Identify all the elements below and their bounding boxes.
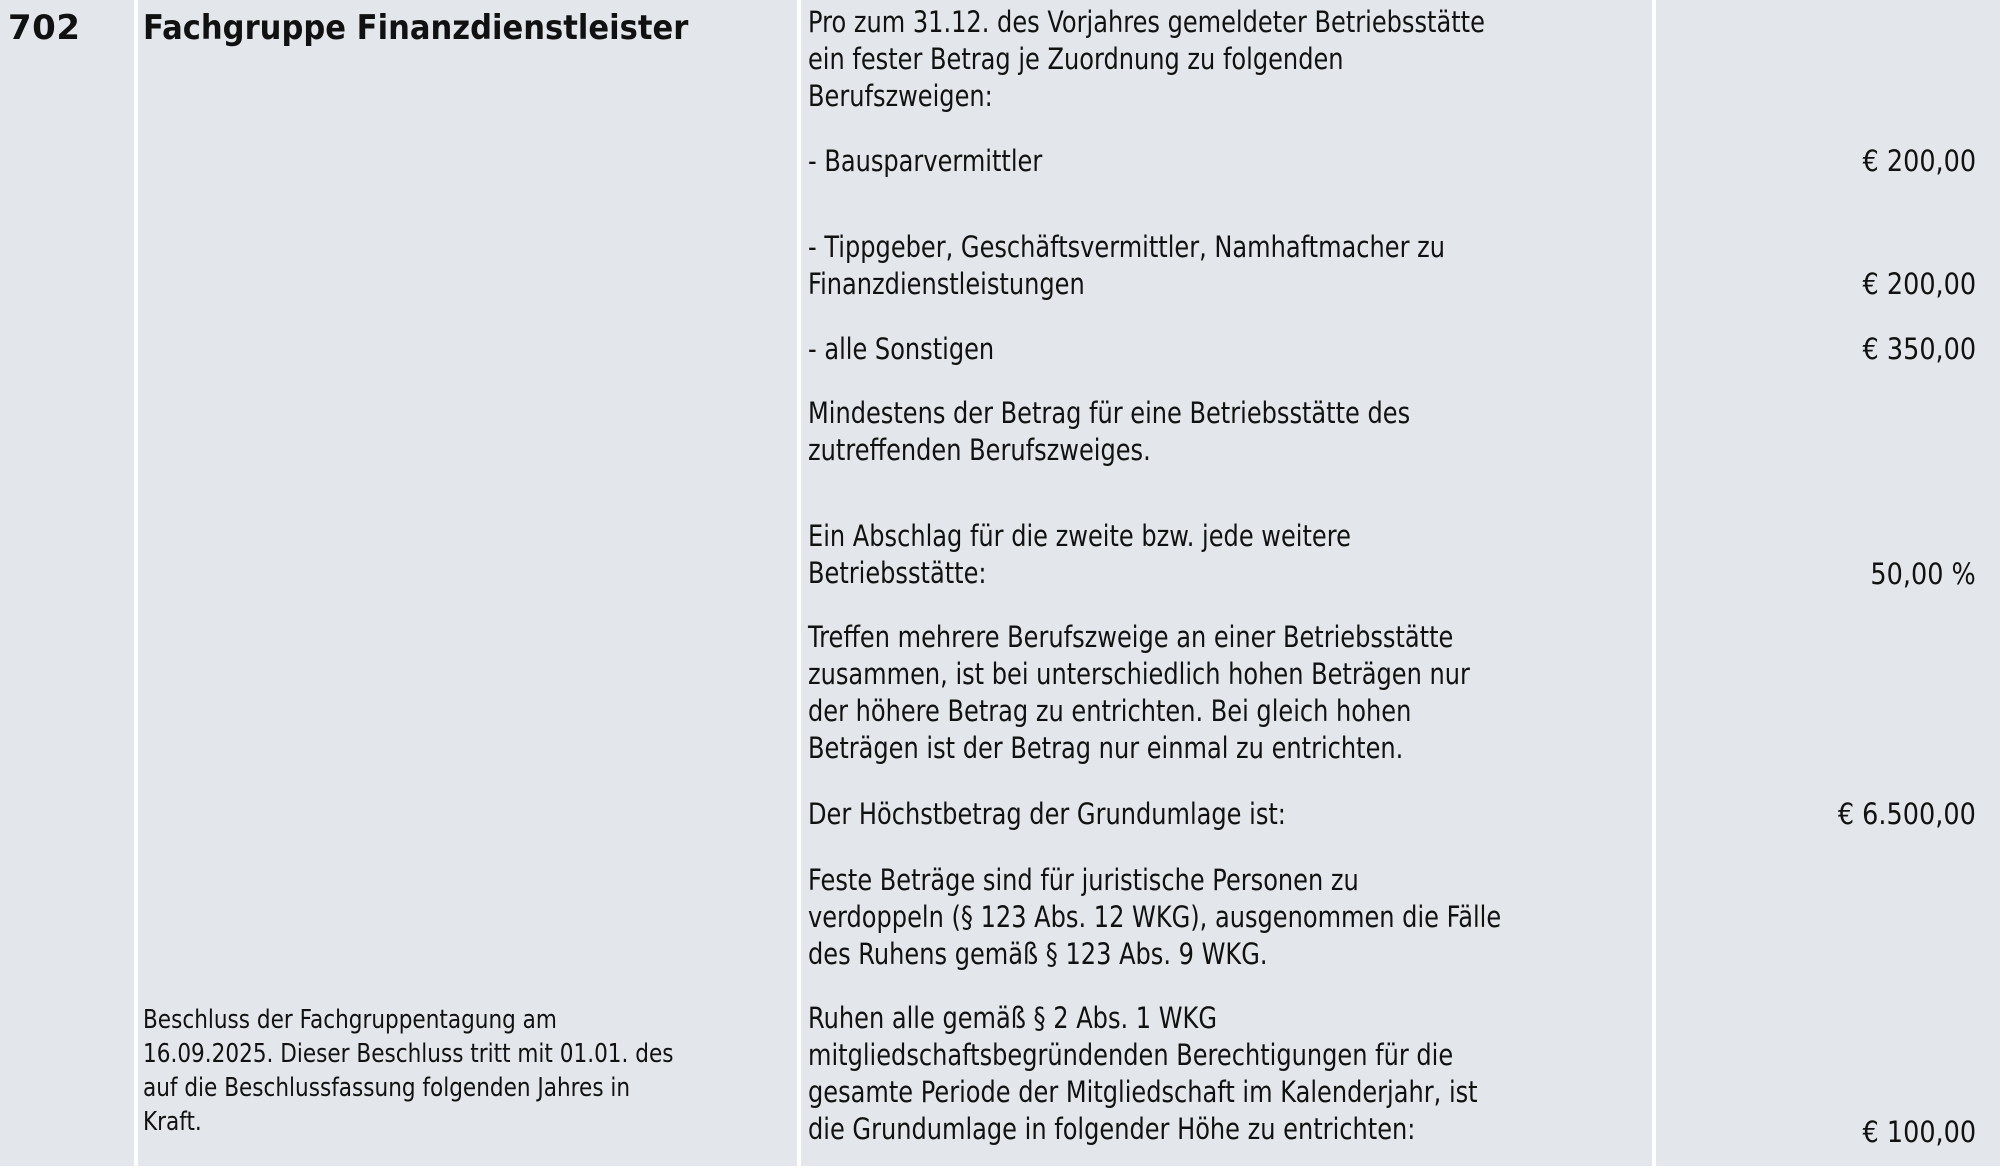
ruhen-paragraph — [808, 1000, 1478, 1148]
text-line: Betriebsstätte: — [808, 556, 987, 590]
ruhen-amount: € 100,00 — [1862, 1115, 1976, 1149]
text-line: - Tippgeber, Geschäftsvermittler, Namhaftmacher zu — [808, 230, 1446, 264]
hoechstbetrag-paragraph — [808, 796, 1286, 833]
text-line: des Ruhens gemäß § 123 Abs. 9 WKG. — [808, 937, 1268, 971]
resolution-note — [143, 1003, 673, 1139]
mindestens-paragraph — [808, 395, 1410, 469]
bausparvermittler-item — [808, 143, 1042, 180]
text-line: Mindestens der Betrag für eine Betriebsstätte des — [808, 396, 1411, 430]
note-line: 16.09.2025. Dieser Beschluss tritt mit 01.01. des — [143, 1039, 674, 1069]
entry-number: 702 — [8, 8, 81, 48]
text-line: Feste Beträge sind für juristische Personen zu — [808, 863, 1359, 897]
text-line: - Bausparvermittler — [808, 144, 1043, 178]
title-column — [138, 0, 797, 1166]
sonstige-item — [808, 331, 994, 368]
text-line: Der Höchstbetrag der Grundumlage ist: — [808, 797, 1286, 831]
text-line: Ruhen alle gemäß § 2 Abs. 1 WKG — [808, 1001, 1217, 1035]
text-line: zutreffenden Berufszweiges. — [808, 433, 1151, 467]
abschlag-paragraph — [808, 518, 1351, 592]
text-line: der höhere Betrag zu entrichten. Bei gleich hohen — [808, 694, 1412, 728]
feste-betraege-paragraph — [808, 862, 1501, 973]
sonstige-amount: € 350,00 — [1862, 332, 1976, 366]
text-line: Ein Abschlag für die zweite bzw. jede weitere — [808, 519, 1351, 553]
hoechstbetrag-amount: € 6.500,00 — [1838, 797, 1976, 831]
number-column — [0, 0, 134, 1166]
bausparvermittler-amount: € 200,00 — [1862, 144, 1976, 178]
text-line: - alle Sonstigen — [808, 332, 995, 366]
treffen-paragraph — [808, 619, 1470, 767]
text-line: Pro zum 31.12. des Vorjahres gemeldeter Betriebsstätte — [808, 5, 1485, 39]
text-line: verdoppeln (§ 123 Abs. 12 WKG), ausgenommen die Fälle — [808, 900, 1502, 934]
tippgeber-amount: € 200,00 — [1862, 267, 1976, 301]
note-line: auf die Beschlussfassung folgenden Jahres in — [143, 1073, 631, 1103]
intro-paragraph — [808, 4, 1485, 115]
text-line: mitgliedschaftsbegründenden Berechtigungen für die — [808, 1038, 1454, 1072]
text-line: Beträgen ist der Betrag nur einmal zu entrichten. — [808, 731, 1404, 765]
text-line: Finanzdienstleistungen — [808, 267, 1085, 301]
abschlag-percentage: 50,00 % — [1870, 557, 1976, 591]
text-line: Berufszweigen: — [808, 79, 993, 113]
tippgeber-item — [808, 229, 1445, 303]
note-line: Kraft. — [143, 1107, 202, 1137]
entry-title: Fachgruppe Finanzdienstleister — [143, 8, 689, 48]
text-line: zusammen, ist bei unterschiedlich hohen Beträgen nur — [808, 657, 1470, 691]
text-line: ein fester Betrag je Zuordnung zu folgenden — [808, 42, 1344, 76]
note-line: Beschluss der Fachgruppentagung am — [143, 1005, 557, 1035]
text-line: Treffen mehrere Berufszweige an einer Betriebsstätte — [808, 620, 1454, 654]
text-line: die Grundumlage in folgender Höhe zu entrichten: — [808, 1112, 1416, 1146]
text-line: gesamte Periode der Mitgliedschaft im Kalenderjahr, ist — [808, 1075, 1478, 1109]
